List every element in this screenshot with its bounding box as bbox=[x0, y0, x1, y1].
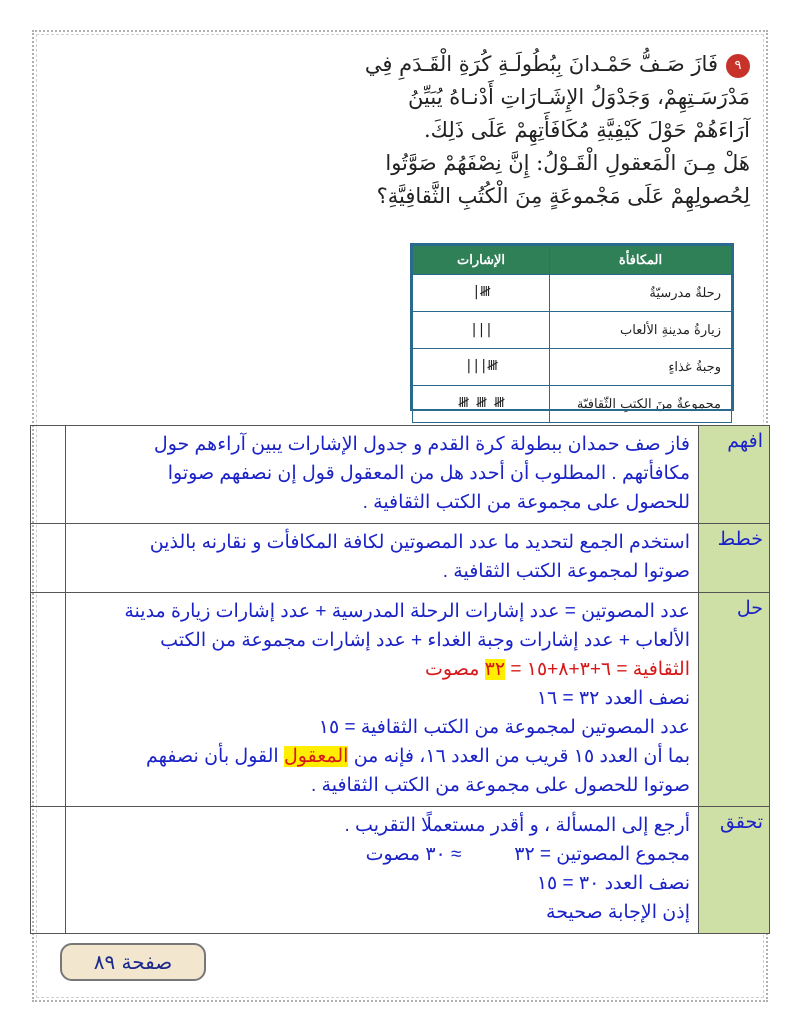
step-plan bbox=[31, 524, 770, 593]
solve-sum-line: الثقافية = ٦+٣+٨+١٥ = ٣٢ مصوت bbox=[425, 659, 690, 680]
step-solve bbox=[31, 593, 770, 807]
step-margin-cell bbox=[31, 807, 66, 934]
step-margin-cell bbox=[31, 426, 66, 524]
solve-conclusion-line: بما أن العدد ١٥ قريب من العدد ١٦، فإنه من المعقول القول بأن نصفهم bbox=[146, 746, 690, 767]
reward-cell: رحلةٌ مدرسيّةٌ bbox=[550, 275, 732, 312]
step-label-solve: حل bbox=[699, 593, 770, 807]
step-body-verify: أرجع إلى المسألة ، و أقدر مستعملًا التقريب . مجموع المصوتين = ٣٢ ≈ ٣٠ مصوت نصف العدد ٣٠ = ١٥ إذن الإجابة صحيحة bbox=[66, 807, 699, 934]
total-voters-highlight: ٣٢ bbox=[484, 659, 506, 680]
step-margin-cell bbox=[31, 593, 66, 807]
step-body-solve: عدد المصوتين = عدد إشارات الرحلة المدرسية + عدد إشارات زيارة مدينة الألعاب + عدد إشارات وجبة الغداء + عدد إشارات مجموعة من الكتب الثقافية = ٦+٣+٨+١٥ = ٣٢ مصوت نصف العدد ٣٢ = ١٦ عدد المصوتين لمجموعة من الكتب الثقافية = ١٥ بما أن العدد ١٥ قريب من العدد ١٦، فإنه من المعقول القول بأن نصفهم صوتوا للحصول على مجموعة من الكتب الثقافية . bbox=[66, 593, 699, 807]
solution-steps-table bbox=[30, 425, 770, 934]
reasonable-highlight: المعقول bbox=[283, 746, 349, 767]
table-row bbox=[413, 386, 732, 423]
step-body-plan: استخدم الجمع لتحديد ما عدد المصوتين لكافة المكافأت و نقارنه بالذين صوتوا لمجموعة الكتب الثقافية . bbox=[66, 524, 699, 593]
reward-header: المكافأة bbox=[550, 246, 732, 275]
problem-line-5: لِحُصولِهِمْ عَلَى مَجْموعَةٍ مِنَ الْكُتُبِ الثَّقافِيَّةِ؟ bbox=[376, 184, 750, 208]
table-row bbox=[413, 349, 732, 386]
problem-line-2: مَدْرَسَـتِهِمْ، وَجَدْوَلُ الإِشَـارَاتِ أَدْنـاهُ يُبَيِّنُ bbox=[408, 85, 750, 109]
problem-text bbox=[60, 48, 750, 213]
step-label-understand: افهم bbox=[699, 426, 770, 524]
reward-cell: وجبةُ غذاءٍ bbox=[550, 349, 732, 386]
table-row bbox=[413, 312, 732, 349]
tally-cell: 𝍸| bbox=[413, 275, 550, 312]
step-verify bbox=[31, 807, 770, 934]
question-number-badge: ٩ bbox=[726, 54, 750, 78]
step-label-verify: تحقق bbox=[699, 807, 770, 934]
table-row bbox=[413, 275, 732, 312]
rewards-tally-table bbox=[412, 245, 732, 423]
problem-line-3: آرَاءَهُمْ حَوْلَ كَيْفِيَّةِ مُكَافَأَتِهِمْ عَلَى ذَلِكَ. bbox=[423, 118, 750, 142]
step-label-plan: خطط bbox=[699, 524, 770, 593]
reward-cell: زيارةُ مدينةِ الألعاب bbox=[550, 312, 732, 349]
page-number-badge: صفحة ٨٩ bbox=[60, 943, 206, 981]
tally-cell: 𝍸 𝍸 𝍸 bbox=[413, 386, 550, 423]
step-understand bbox=[31, 426, 770, 524]
step-margin-cell bbox=[31, 524, 66, 593]
reward-cell: مجموعةٌ منَ الكتبِ الثّقافيّةِ bbox=[550, 386, 732, 423]
rewards-header-row bbox=[413, 246, 732, 275]
tally-cell: 𝍸||| bbox=[413, 349, 550, 386]
tally-cell: ||| bbox=[413, 312, 550, 349]
problem-line-1: ٩فَازَ صَـفُّ حَمْـدانَ بِبُطُولَـةِ كُرَةِ الْقَـدَمِ فِي bbox=[60, 48, 750, 81]
problem-line-4: هَلْ مِـنَ الْمَعقولِ الْقَـوْلُ: إِنَّ نِصْفَهُمْ صَوَّتُوا bbox=[385, 151, 750, 175]
tally-header: الإشارات bbox=[413, 246, 550, 275]
step-body-understand: فاز صف حمدان ببطولة كرة القدم و جدول الإشارات يبين آراءهم حول مكافأتهم . المطلوب أن أحدد هل من المعقول قول إن نصفهم صوتوا للحصول على مجموعة من الكتب الثقافية . bbox=[66, 426, 699, 524]
